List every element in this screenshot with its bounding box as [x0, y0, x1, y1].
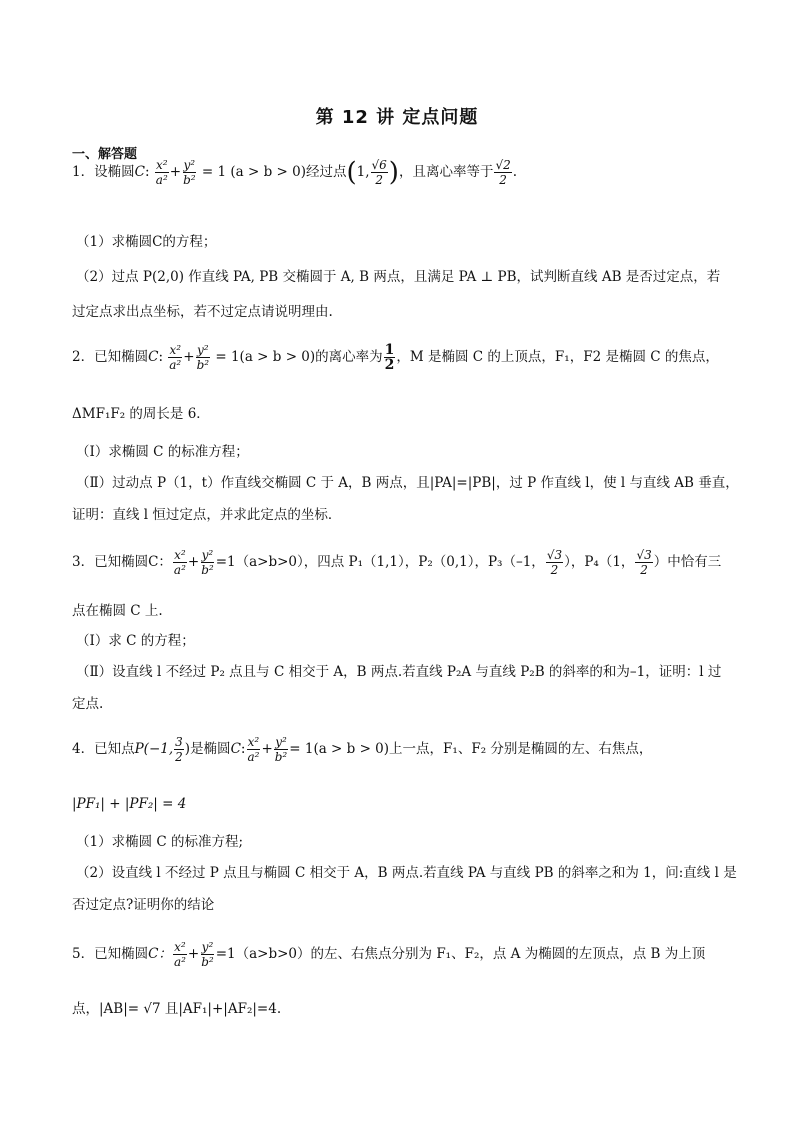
problem-4-q2b: 否过定点?证明你的结论	[72, 897, 215, 913]
frac-den: 2	[384, 357, 395, 373]
colon: :	[144, 164, 150, 180]
frac-num: y²	[197, 343, 209, 357]
fraction-x2-a2	[173, 940, 187, 969]
point-x: 1,	[356, 164, 370, 180]
fraction-p4	[635, 548, 652, 577]
problem-3-q2b: 定点.	[72, 696, 104, 712]
fraction-x2-a2	[168, 343, 182, 372]
problem-4-number: 4．已知点	[72, 741, 135, 757]
section-heading: 一、解答题	[72, 147, 138, 162]
text: =1（a>b>0）的左、右焦点分别为 F₁、F₂，点 A 为椭圆的左顶点，点 B 为上顶	[215, 946, 706, 962]
frac-den: a²	[173, 563, 186, 577]
text: ，M 是椭圆 C 的上顶点，F₁，F2 是椭圆 C 的焦点，	[396, 349, 719, 365]
frac-den: a²	[173, 955, 186, 969]
fraction-y2-b2	[182, 158, 197, 187]
fraction-x2-a2	[246, 735, 260, 764]
frac-num: √6	[371, 158, 387, 172]
frac-num: x²	[247, 735, 260, 749]
problem-2-q2a: （Ⅱ）过动点 P（1，t）作直线交椭圆 C 于 A，B 两点，且|PA|=|PB|，过 P 作直线 l，使 l 与直线 AB 垂直，	[76, 475, 739, 491]
problem-2-number: 2．已知椭圆	[72, 349, 149, 365]
frac-den: a²	[247, 750, 260, 764]
frac-num: 1	[384, 342, 395, 358]
text: ），P₄（1，	[564, 554, 635, 570]
var-c: C	[134, 164, 145, 180]
frac-num: x²	[155, 158, 168, 172]
frac-den: b²	[183, 173, 196, 187]
frac-den: 2	[375, 173, 383, 187]
text: =1（a>b>0），四点 P₁（1,1），P₂（0,1），P₃（–1，	[215, 554, 545, 570]
problem-3-q1: （Ⅰ）求 C 的方程；	[76, 633, 195, 649]
text: 经过点	[305, 164, 347, 180]
frac-den: b²	[274, 750, 288, 764]
frac-den: a²	[155, 173, 168, 187]
fraction-y2-b2	[196, 343, 211, 372]
text: 上一点，F₁、F₂ 分别是椭圆的左、右焦点，	[389, 741, 653, 757]
text: ）中恰有三	[653, 554, 722, 570]
frac-num: y²	[201, 940, 214, 954]
problem-4-statement: 4．已知点P(−1, $\frac{3}{2}$ )是椭圆C: $\frac{\text{x²}}{\text{a²}}$ + $\frac{\text{y²}}{\text{b²}}$ = 1(a > b > 0)上一点，F₁、F₂ 分别是椭圆的左、右焦点，	[72, 735, 653, 764]
problem-3-statement: 3．已知椭圆C： $\frac{\text{x²}}{\text{a²}}$ + $\frac{\text{y²}}{\text{b²}}$ =1（a>b>0），四点 P₁（1,1），P₂（0,1），P₃（–1， $\frac{√3}{2}$ ），P₄（1， $\frac{√3}{2}$ ）中恰有三	[72, 548, 722, 577]
frac-num: y²	[201, 548, 214, 562]
problem-2-line2: ΔMF₁F₂ 的周长是 6．	[72, 406, 210, 422]
frac-den: 2	[550, 563, 559, 577]
problem-5-statement: 5．已知椭圆C： $\frac{\text{x²}}{\text{a²}}$ + $\frac{\text{y²}}{\text{b²}}$ =1（a>b>0）的左、右焦点分别为 F₁、F₂，点 A 为椭圆的左顶点，点 B 为上顶	[72, 940, 706, 969]
fraction-p3	[546, 548, 563, 577]
equation-rhs: = 1(a > b > 0)	[289, 741, 390, 757]
problem-3-line2: 点在椭圆 C 上.	[72, 603, 163, 619]
problem-1-q2a: （2）过点 P(2,0) 作直线 PA, PB 交椭圆于 A, B 两点，且满足 PA ⊥ PB，试判断直线 AB 是否过定点，若	[76, 269, 721, 285]
text: 是椭圆	[190, 741, 231, 757]
problem-2-statement: 2．已知椭圆C: $\frac{\text{x²}}{\text{a²}}$ + $\frac{\text{y²}}{\text{b²}}$ = 1(a > b > 0)的离心率为 $\frac{1}{2}$ ，M 是椭圆 C 的上顶点，F₁，F2 是椭圆 C 的焦点，	[72, 342, 719, 373]
problem-3-number: 3．已知椭圆C：	[72, 554, 172, 570]
frac-den: 2	[640, 563, 648, 577]
frac-num: x²	[174, 940, 186, 954]
problem-5-number: 5．已知椭圆	[72, 946, 149, 962]
fraction-point	[174, 735, 184, 764]
frac-den: 2	[175, 750, 183, 764]
frac-num: √3	[636, 548, 652, 562]
problem-1-q1: （1）求椭圆C的方程；	[76, 234, 217, 250]
frac-den: 2	[499, 173, 507, 187]
text: ，且离心率等于	[398, 164, 494, 180]
fraction-eccentricity	[494, 158, 511, 187]
fraction-x2-a2	[155, 158, 169, 187]
equation-rhs: = 1 (a > b > 0)	[201, 164, 306, 180]
paren-left: (	[346, 157, 357, 188]
frac-num: y²	[183, 158, 196, 172]
problem-4-q1: （1）求椭圆 C 的标准方程;	[76, 834, 244, 850]
frac-num: y²	[275, 735, 287, 749]
point-p: P(−1,	[134, 741, 174, 757]
var-c: C	[230, 741, 241, 757]
text: 的离心率为	[315, 349, 383, 365]
text: )	[184, 741, 191, 757]
fraction-y2-b2	[200, 548, 215, 577]
problem-1-number: 1．设椭圆	[72, 164, 135, 180]
frac-den: b²	[196, 358, 210, 372]
problem-1-q2b: 过定点求出点坐标，若不过定点请说明理由.	[72, 304, 333, 320]
frac-den: b²	[201, 563, 214, 577]
frac-num: x²	[174, 548, 186, 562]
problem-4-line2: |PF₁| + |PF₂| = 4	[72, 796, 187, 812]
fraction-y2-b2	[274, 735, 289, 764]
problem-5-line2: 点，|AB|= √7 且|AF₁|+|AF₂|=4.	[72, 1001, 282, 1017]
paren-right: )	[388, 157, 399, 188]
page-title: 第 12 讲 定点问题	[315, 107, 479, 128]
frac-num: √2	[495, 158, 511, 172]
problem-1-statement: 1．设椭圆C: $\frac{\text{x²}}{\text{a²}}$ + $\frac{\text{y²}}{\text{b²}}$ = 1 (a > b > 0)经过点(1, $\frac{√6}{2}$ )，且离心率等于 $\frac{√2}{2}$ .	[72, 157, 518, 188]
equation-rhs: = 1(a > b > 0)	[215, 349, 316, 365]
problem-2-q1: （Ⅰ）求椭圆 C 的标准方程；	[76, 444, 249, 460]
frac-num: √3	[546, 548, 563, 562]
fraction-eccentricity	[384, 343, 396, 372]
frac-num: x²	[169, 343, 182, 357]
frac-num: 3	[175, 735, 183, 749]
problem-2-q2b: 证明：直线 l 恒过定点，并求此定点的坐标．	[72, 507, 342, 523]
frac-den: b²	[201, 955, 214, 969]
var-c: C：	[148, 946, 172, 962]
var-c: C	[148, 349, 159, 365]
problem-3-q2a: （Ⅱ）设直线 l 不经过 P₂ 点且与 C 相交于 A，B 两点.若直线 P₂A 与直线 P₂B 的斜率的和为–1，证明：l 过	[76, 664, 722, 680]
fraction-y2-b2	[200, 940, 215, 969]
problem-4-q2a: （2）设直线 l 不经过 P 点且与椭圆 C 相交于 A，B 两点.若直线 PA 与直线 PB 的斜率之和为 1，问:直线 l 是	[76, 865, 737, 881]
fraction-x2-a2	[173, 548, 187, 577]
frac-den: a²	[169, 358, 182, 372]
fraction-point	[371, 158, 388, 187]
